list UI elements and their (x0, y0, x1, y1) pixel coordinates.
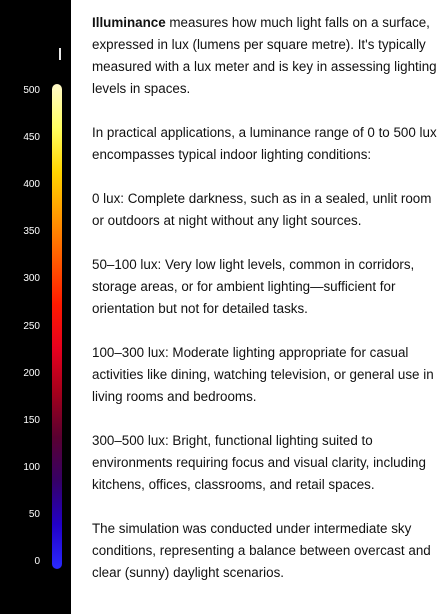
scale-marker (59, 48, 61, 60)
level-100-300-paragraph: 100–300 lux: Moderate lighting appropriate for casual activities like dining, watching television, or general use in living rooms and bedrooms. (92, 345, 434, 404)
level-0-paragraph: 0 lux: Complete darkness, such as in a sealed, unlit room or outdoors at night without any light sources. (92, 191, 432, 228)
tick-label-100: 100 (23, 461, 40, 473)
tick-label-450: 450 (23, 132, 40, 144)
illuminance-term: Illuminance (92, 15, 166, 30)
illuminance-color-bar (52, 84, 62, 569)
tick-label-50: 50 (28, 508, 40, 520)
simulation-paragraph: The simulation was conducted under intermediate sky conditions, representing a balance between overcast and clear (sunny) daylight scenarios. (92, 521, 431, 580)
intro-text: measures how much light falls on a surface, expressed in lux (lumens per square metre). It's typically measured with a lux meter and is key in assessing lighting levels in spaces. (92, 15, 437, 96)
tick-label-350: 350 (23, 226, 40, 238)
illuminance-description (92, 12, 437, 584)
tick-label-250: 250 (23, 320, 40, 332)
tick-label-0: 0 (34, 556, 40, 567)
level-300-500-paragraph: 300–500 lux: Bright, functional lighting suited to environments requiring focus and visual clarity, including kitchens, offices, classrooms, and retail spaces. (92, 433, 426, 492)
tick-label-500: 500 (23, 85, 40, 96)
tick-label-150: 150 (23, 414, 40, 426)
range-paragraph: In practical applications, a luminance range of 0 to 500 lux encompasses typical indoor lighting conditions: (92, 125, 437, 162)
tick-label-300: 300 (23, 273, 40, 285)
tick-label-400: 400 (23, 179, 40, 191)
tick-label-200: 200 (23, 367, 40, 379)
intro-paragraph (92, 12, 437, 100)
level-50-100-paragraph: 50–100 lux: Very low light levels, common in corridors, storage areas, or for ambient lighting—sufficient for orientation but not for detailed tasks. (92, 257, 415, 316)
illuminance-scale-panel (0, 0, 71, 614)
